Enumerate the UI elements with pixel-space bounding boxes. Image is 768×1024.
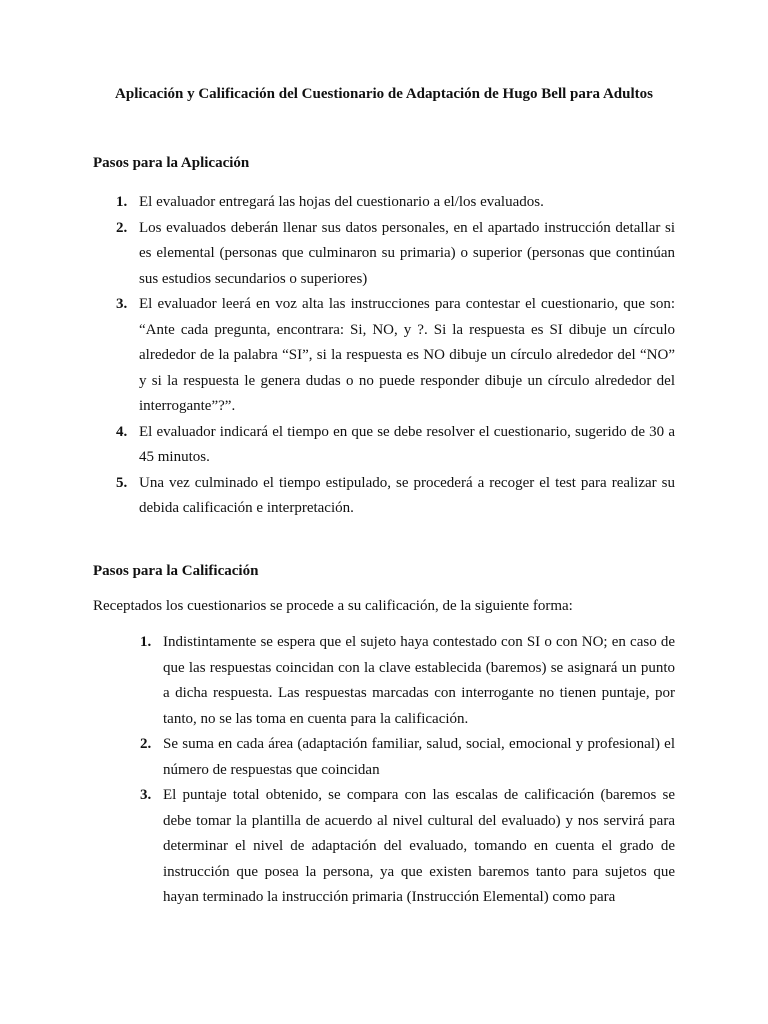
list-item — [116, 292, 675, 420]
list-item-text: Se suma en cada área (adaptación familiar, salud, social, emocional y profesional) el número de respuestas que coincidan — [163, 736, 675, 778]
list-item-text: El evaluador leerá en voz alta las instrucciones para contestar el cuestionario, que son: “Ante cada pregunta, encontrara: Si, NO, y ?. Si la respuesta es SI dibuje un círculo alrededor de la palabra “SI”, si la respuesta es NO dibuje un círculo alrededor del “NO” y si la respuesta le genera dudas o no puede responder dibuje un círculo alrededor del interrogante”?”. — [139, 296, 675, 414]
list-item — [116, 471, 675, 522]
calificacion-steps-list — [140, 630, 675, 911]
section-heading-aplicacion: Pasos para la Aplicación — [93, 155, 250, 171]
list-item-text: Los evaluados deberán llenar sus datos personales, en el apartado instrucción detallar si es elemental (personas que culminaron su primaria) o superior (personas que continúan sus estudios secundarios o superiores) — [139, 219, 675, 287]
list-item-number: 3. — [140, 787, 152, 803]
list-item-number: 3. — [116, 296, 128, 312]
list-item-number: 5. — [116, 474, 128, 491]
list-item-text: El evaluador indicará el tiempo en que se debe resolver el cuestionario, sugerido de 30 a 45 minutos. — [139, 423, 675, 465]
list-item-number: 1. — [116, 194, 128, 210]
list-item — [140, 630, 675, 732]
list-item-text: Una vez culminado el tiempo estipulado, se procederá a recoger el test para realizar su debida calificación e interpretación. — [139, 474, 675, 516]
list-item — [140, 732, 675, 783]
list-item-text: El puntaje total obtenido, se compara con las escalas de calificación (baremos se debe tomar la plantilla de acuerdo al nivel cultural del evaluado) y nos servirá para determinar el nivel de adaptación del evaluado, tomando en cuenta el grado de instrucción que posea la persona, ya que existen baremos tanto para sujetos que hayan terminado la instrucción primaria (Instrucción Elemental) como para — [163, 787, 675, 905]
list-item-number: 2. — [116, 219, 128, 236]
document-title: Aplicación y Calificación del Cuestionario de Adaptación de Hugo Bell para Adultos — [115, 86, 653, 102]
list-item-number: 4. — [116, 423, 128, 440]
list-item-text: Indistintamente se espera que el sujeto haya contestado con SI o con NO; en caso de que las respuestas coincidan con la clave establecida (baremos) se asignará un punto a dicha respuesta. Las respuestas marcadas con interrogante no tienen puntaje, por tanto, no se las toma en cuenta para la calificación. — [163, 634, 675, 727]
list-item-number: 2. — [140, 736, 152, 752]
list-item — [140, 783, 675, 911]
calificacion-intro: Receptados los cuestionarios se procede a su calificación, de la siguiente forma: — [93, 598, 573, 614]
list-item-text: El evaluador entregará las hojas del cuestionario a el/los evaluados. — [139, 194, 544, 210]
list-item-number: 1. — [140, 634, 152, 650]
list-item — [116, 190, 675, 216]
aplicacion-steps-list — [116, 190, 675, 522]
list-item — [116, 420, 675, 471]
section-heading-calificacion: Pasos para la Calificación — [93, 563, 259, 579]
list-item — [116, 216, 675, 293]
